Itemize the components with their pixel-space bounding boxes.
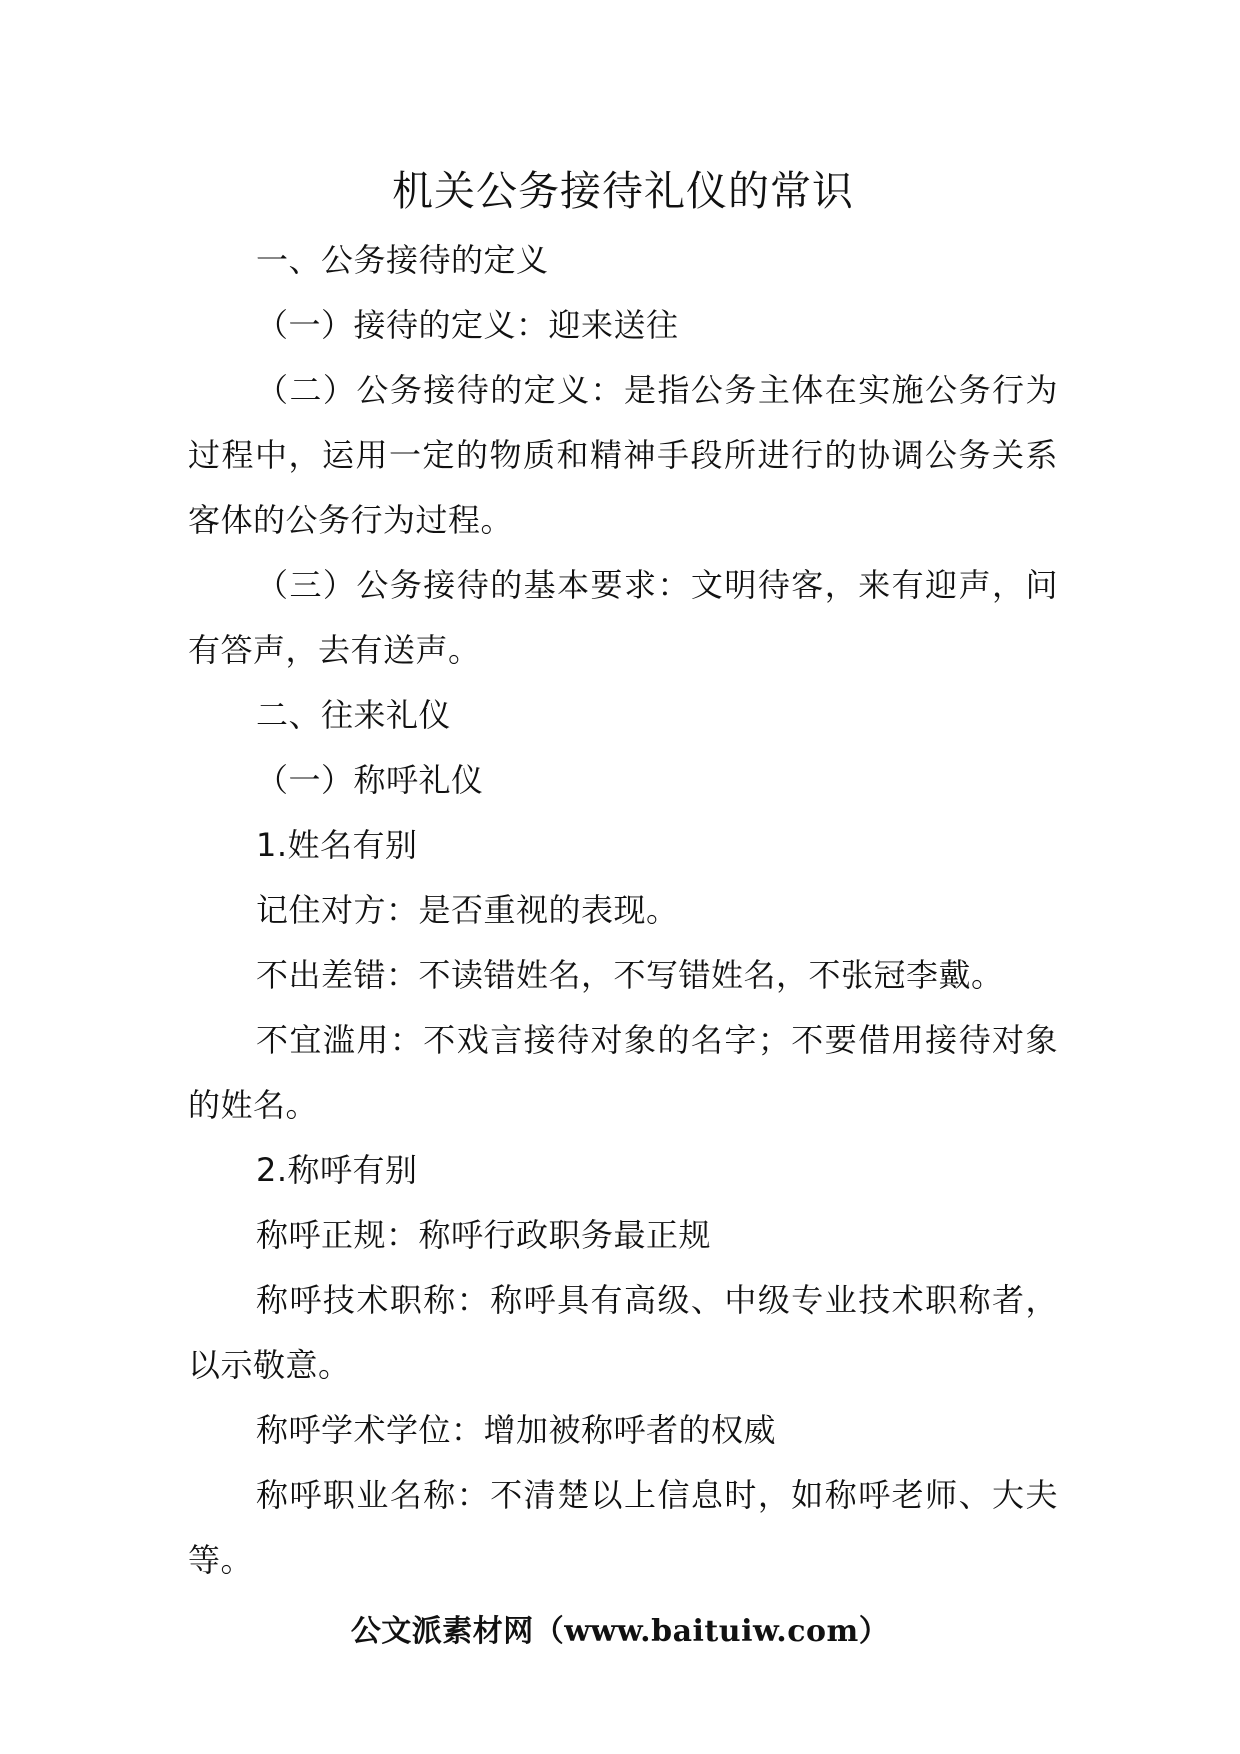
document-page (188, 160, 1058, 1593)
paragraph: （三）公务接待的基本要求：文明待客，来有迎声，问有答声，去有送声。 (188, 566, 1058, 669)
subsection-heading: （一）称呼礼仪 (256, 761, 484, 799)
paragraph: 称呼技术职称：称呼具有高级、中级专业技术职称者，以示敬意。 (188, 1281, 1058, 1384)
section-heading-etiquette: 二、往来礼仪 (256, 696, 452, 734)
paragraph: （一）接待的定义：迎来送往 (256, 306, 679, 344)
paragraph: 称呼正规：称呼行政职务最正规 (256, 1216, 712, 1254)
paragraph: 不出差错：不读错姓名，不写错姓名，不张冠李戴。 (256, 956, 1004, 994)
document-title: 机关公务接待礼仪的常识 (392, 167, 854, 215)
paragraph: 称呼学术学位：增加被称呼者的权威 (256, 1411, 777, 1449)
paragraph: （二）公务接待的定义：是指公务主体在实施公务行为过程中，运用一定的物质和精神手段所进行的协调公务关系客体的公务行为过程。 (188, 371, 1058, 539)
list-heading: 2.称呼有别 (256, 1151, 418, 1189)
paragraph: 记住对方：是否重视的表现。 (256, 891, 679, 929)
list-heading: 1.姓名有别 (256, 826, 418, 864)
section-heading-definition: 一、公务接待的定义 (256, 241, 549, 279)
paragraph: 称呼职业名称：不清楚以上信息时，如称呼老师、大夫等。 (188, 1476, 1058, 1579)
page-footer: 公文派素材网（www.baituiw.com） (350, 1614, 890, 1649)
paragraph: 不宜滥用：不戏言接待对象的名字；不要借用接待对象的姓名。 (188, 1021, 1058, 1124)
